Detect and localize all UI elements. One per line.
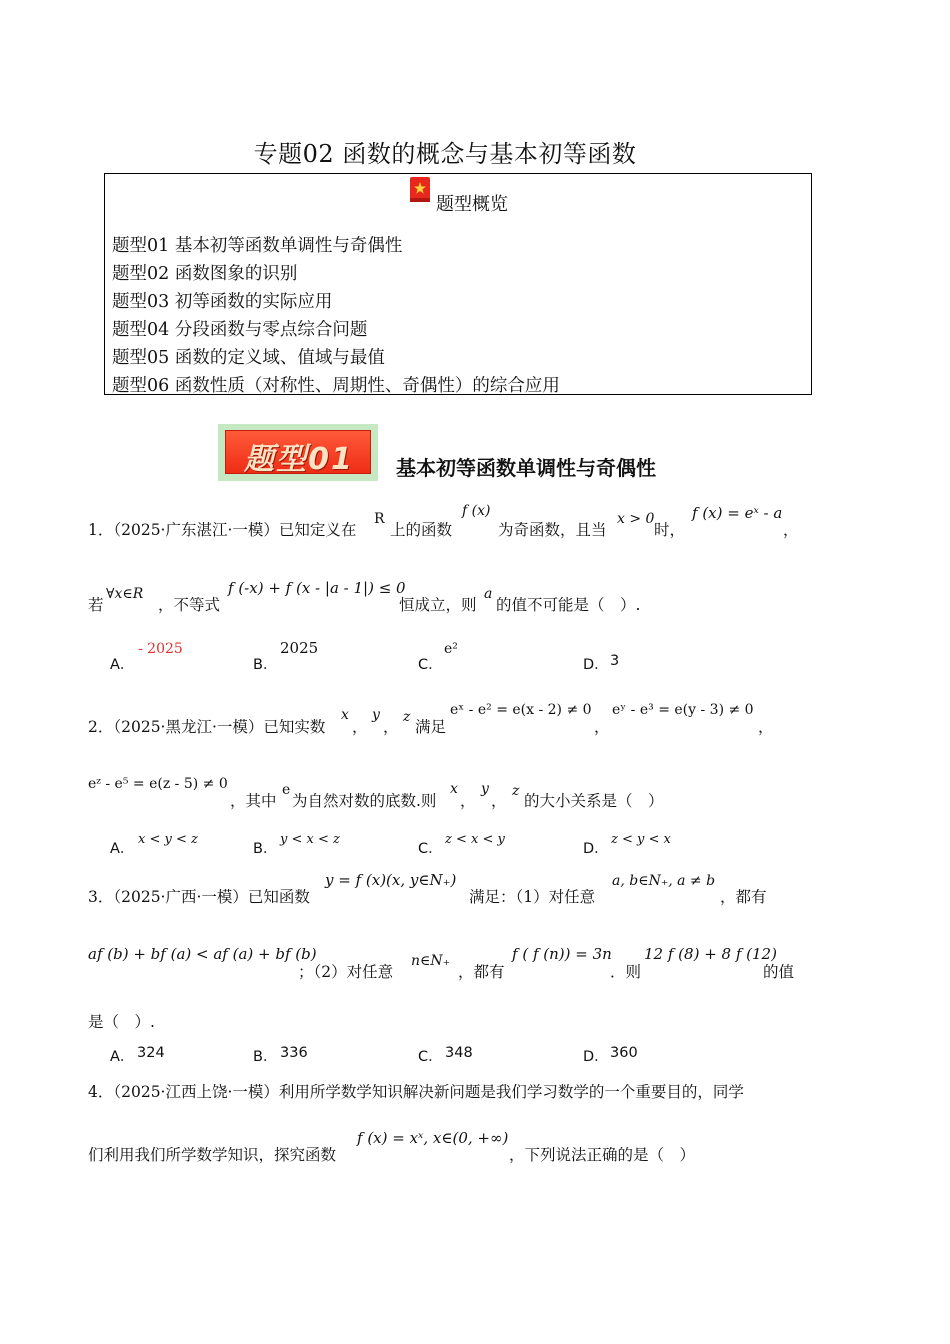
q3-text-c: ，都有 xyxy=(720,888,767,906)
q2-sep: ， xyxy=(460,792,476,810)
overview-item: 题型06 函数性质（对称性、周期性、奇偶性）的综合应用 xyxy=(112,376,560,396)
q3-math-ab: a, b∈N₊, a ≠ b xyxy=(612,873,716,889)
q3-math-ineq: af (b) + bf (a) < af (a) + bf (b) xyxy=(88,945,317,963)
section-banner-label: 题型01 xyxy=(244,442,354,477)
q1-text-a: 1．（2025·广东湛江·一模）已知定义在 xyxy=(88,521,357,539)
q2-sep: ， xyxy=(352,718,368,736)
q2-math-eq3: eᶻ - e⁵ = e(z - 5) ≠ 0 xyxy=(88,776,228,792)
q2-text-c: ，其中 xyxy=(230,792,277,810)
q1-math-ineq: f (-x) + f (x - |a - 1|) ≤ 0 xyxy=(228,579,406,597)
q3-text-b: 满足：（1）对任意 xyxy=(469,888,596,906)
page-title: 专题02 函数的概念与基本初等函数 xyxy=(253,140,637,168)
q1-math-fx: f (x) xyxy=(462,503,491,519)
q4-text-a: 4．（2025·江西上饶·一模）利用所学数学知识解决新问题是我们学习数学的一个重要目的，同学 xyxy=(88,1083,744,1101)
q1-option-C[interactable]: C． xyxy=(418,657,443,673)
overview-header: 题型概览 xyxy=(436,194,508,215)
q1-math-def: f (x) = eˣ - a xyxy=(692,504,783,522)
q4-text-c: ，下列说法正确的是（ ） xyxy=(509,1146,696,1164)
q2-sep: ， xyxy=(383,718,399,736)
q2-text-d: 为自然对数的底数.则 xyxy=(292,792,437,810)
q3-option-B-value: 336 xyxy=(280,1045,308,1061)
q2-math-z: z xyxy=(403,709,411,725)
q3-text-g: 的值 xyxy=(763,963,795,981)
q4-text-b: 们利用我们所学数学知识，探究函数 xyxy=(88,1146,337,1164)
q3-text-f: ．则 xyxy=(610,963,642,981)
q1-text-i: 的值不可能是（ ）. xyxy=(496,596,641,614)
q1-text-c: 为奇函数，且当 xyxy=(498,521,607,539)
q2-math-y: y xyxy=(372,707,380,723)
q2-option-A[interactable]: A． xyxy=(110,841,135,857)
q3-option-B[interactable]: B． xyxy=(253,1049,278,1065)
q2-math-x2: x xyxy=(450,781,458,797)
q1-text-f: 若 xyxy=(88,596,104,614)
section-heading: 基本初等函数单调性与奇偶性 xyxy=(396,456,656,480)
overview-item: 题型03 初等函数的实际应用 xyxy=(112,292,333,312)
q3-option-A-value: 324 xyxy=(137,1045,165,1061)
q3-math-target: 12 f (8) + 8 f (12) xyxy=(644,945,777,963)
q1-option-B-value: 2025 xyxy=(280,639,319,657)
q2-math-eq1: eˣ - e² = e(x - 2) ≠ 0 xyxy=(450,702,592,718)
q1-text-e: ， xyxy=(783,521,799,539)
q2-option-A-value: x < y < z xyxy=(138,832,198,847)
q1-option-C-value: e² xyxy=(444,641,458,657)
q1-option-B[interactable]: B． xyxy=(253,657,278,673)
q3-option-C-value: 348 xyxy=(445,1045,473,1061)
q2-option-B-value: y < x < z xyxy=(280,832,340,847)
section-banner xyxy=(218,424,378,481)
q2-sep: ， xyxy=(758,718,774,736)
q2-math-x: x xyxy=(341,707,349,723)
q1-option-D-value: 3 xyxy=(610,653,620,669)
q2-option-D-value: z < y < x xyxy=(611,832,671,847)
q1-text-h: 恒成立，则 xyxy=(399,596,477,614)
q1-math-a: a xyxy=(484,586,493,602)
overview-item: 题型04 分段函数与零点综合问题 xyxy=(112,320,368,340)
q3-math-n: n∈N₊ xyxy=(411,953,451,969)
q3-text-h: 是（ ）. xyxy=(88,1013,155,1031)
q1-math-cond: x > 0 xyxy=(617,511,655,527)
q3-math-func: y = f (x)(x, y∈N₊) xyxy=(325,871,457,889)
overview-item: 题型02 函数图象的识别 xyxy=(112,264,298,284)
q1-text-b: 上的函数 xyxy=(390,521,453,539)
q2-sep: ， xyxy=(491,792,507,810)
q1-math-forall: ∀x∈R xyxy=(106,586,144,602)
q2-option-C[interactable]: C． xyxy=(418,841,443,857)
q2-option-D[interactable]: D． xyxy=(583,841,609,857)
book-icon xyxy=(408,176,432,204)
overview-item: 题型01 基本初等函数单调性与奇偶性 xyxy=(112,236,403,256)
q2-text-b: 满足 xyxy=(415,718,447,736)
q1-option-D[interactable]: D． xyxy=(583,657,609,673)
q2-text-a: 2．（2025·黑龙江·一模）已知实数 xyxy=(88,718,326,736)
q1-text-d: 时， xyxy=(654,521,686,539)
q2-math-e: e xyxy=(282,782,291,798)
overview-item: 题型05 函数的定义域、值域与最值 xyxy=(112,348,385,368)
q3-text-d: ；（2）对任意 xyxy=(298,963,394,981)
q3-option-C[interactable]: C． xyxy=(418,1049,443,1065)
q2-option-B[interactable]: B． xyxy=(253,841,278,857)
q3-math-ffn: f ( f (n)) = 3n xyxy=(512,945,612,963)
q3-option-A[interactable]: A． xyxy=(110,1049,135,1065)
q3-text-a: 3．（2025·广西·一模）已知函数 xyxy=(88,888,310,906)
q2-sep: ， xyxy=(594,718,610,736)
q2-option-C-value: z < x < y xyxy=(445,832,505,847)
q2-math-eq2: eʸ - e³ = e(y - 3) ≠ 0 xyxy=(612,702,754,718)
q3-text-e: ，都有 xyxy=(458,963,505,981)
q1-text-g: ，不等式 xyxy=(158,596,221,614)
q2-text-e: 的大小关系是（ ） xyxy=(524,792,664,810)
q3-option-D[interactable]: D． xyxy=(583,1049,609,1065)
q3-option-D-value: 360 xyxy=(610,1045,638,1061)
q2-math-y2: y xyxy=(481,781,489,797)
q1-option-A-value: - 2025 xyxy=(138,641,183,657)
q1-math-R: R xyxy=(374,511,385,527)
q1-option-A[interactable]: A． xyxy=(110,657,135,673)
q4-math-func: f (x) = xˣ, x∈(0, +∞) xyxy=(357,1129,509,1147)
q2-math-z2: z xyxy=(512,783,520,799)
